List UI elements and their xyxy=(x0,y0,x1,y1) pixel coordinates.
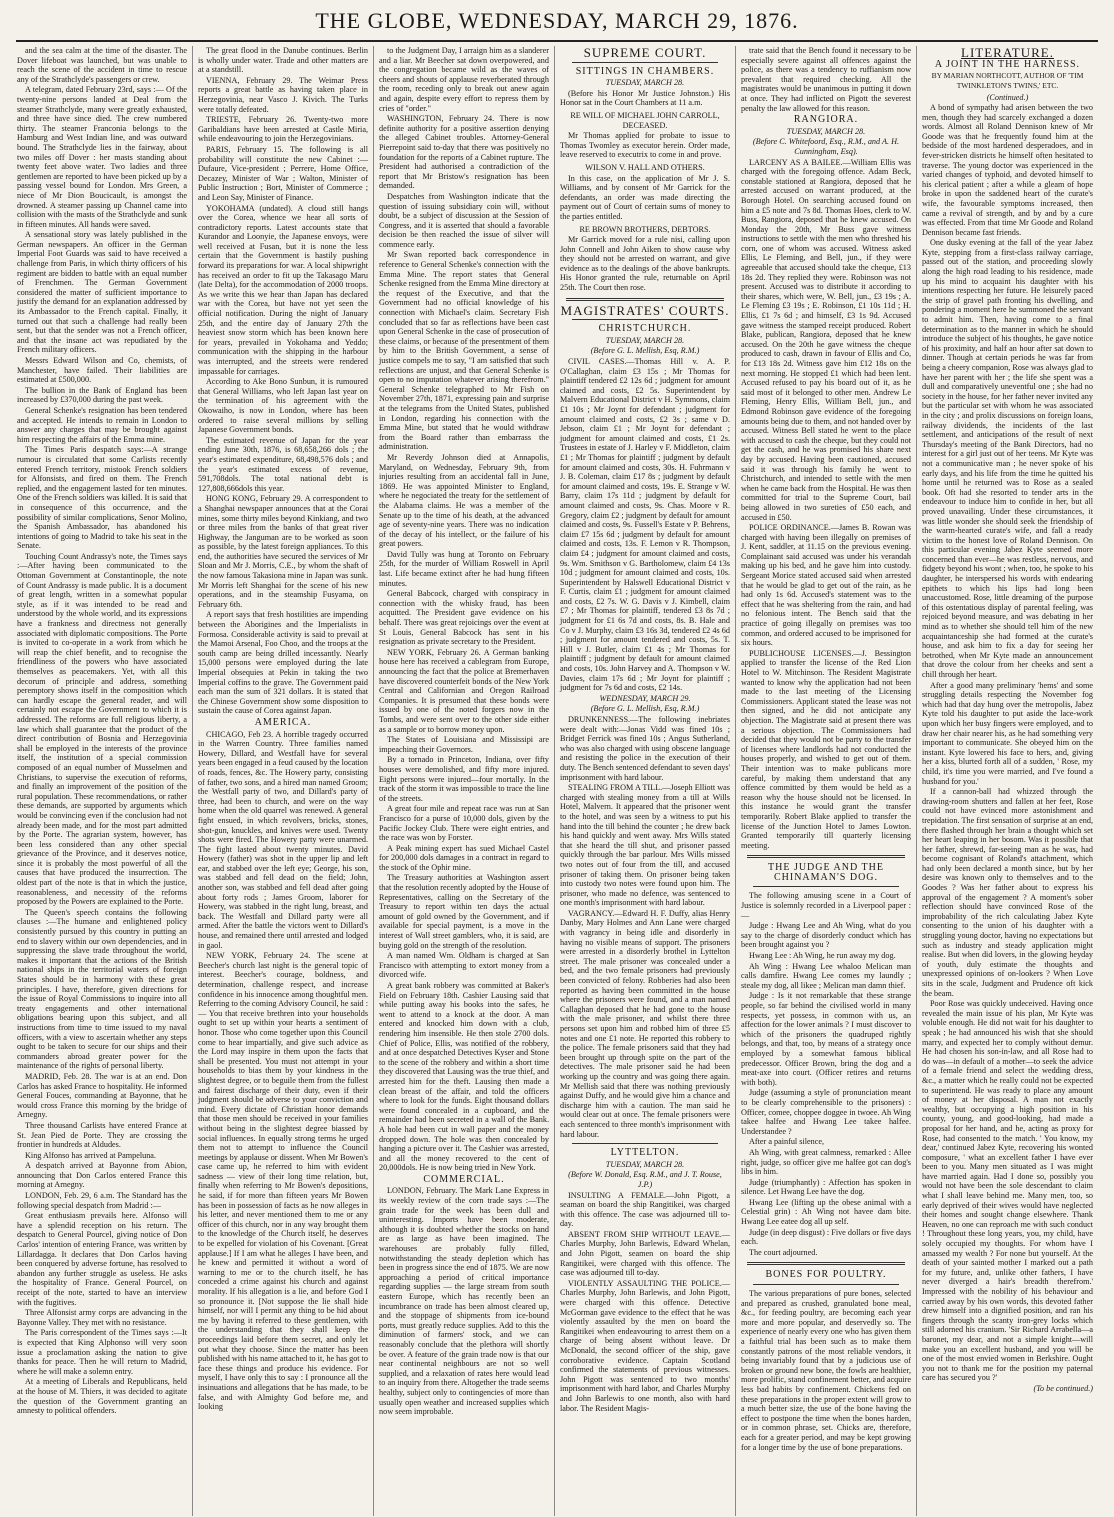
paragraph: Judge (triumphantly) : Affection has spoken in silence. Let Hwang Lee have the dog. xyxy=(741,1177,911,1197)
paragraph: HONG KONG, February 29. A correspondent to a Shanghai newspaper announces that at the Corai mines, some thirty miles beyond Kinkiang, and two or three miles from the banks of that great river Highway, the Janguman are to be worked as soon as possible, by the latest foreign appliances. To this end, the authorities have secured the services of Mr Sloan and Mr J. Morris, C.E., by whom the shaft of the now famous Takasiona mine in Japan was sunk. Mr Morris left Shanghai for the scene of his new operations, and in the steamship Fusyama, on February 6th. xyxy=(198,494,368,609)
byline: BY MARIAN NORTHCOTT, AUTHOR OF 'TIM TWINKLETON'S TWINS,' ETC. xyxy=(931,71,1084,90)
paragraph: The Queen's speech contains the following clauses :—The humane and enlightened policy consistently pursued by this country in putting an end to slavery within our own dependencies, and in suppressing the slave trade throughout the world, makes it important that the actions of the British national ships in the territorial waters of foreign States should be in harmony with these great principles. I have, therefore, given directions for the issue of Royal Commissions to inquire into all treaty engagements and other international obligations bearing upon this subject, and all instructions from time to time issued to my naval officers, with a view to ascertain whether any steps ought to be taken to secure for our ships and their commanders abroad greater power for the maintenance of the rights of personal liberty. xyxy=(17,907,187,1071)
paragraph: Hwang Lee : Ah Wing, he run away my dog. xyxy=(749,951,896,961)
paragraph: The estimated revenue of Japan for the year ending June 30th, 1876, is 68,658,266 dols ; the year's estimated expenditure, 68,498,576 dols ; and the year's estimated excess of revenue, 591,708dols. The total national debt is 127,808,666dols this year. xyxy=(198,435,368,493)
paragraph: The following amusing scene in a Court of Justice is solemnly recorded in a Liverpool paper :— xyxy=(741,891,911,920)
paragraph: Three Alfonsist army corps are advancing in the Bayonne Valley. They met with no resistance. xyxy=(17,1308,187,1327)
paragraph: The Times Paris despatch says:—A strange rumour is circulated that some Carlists recently entered French territory, mistook French soldiers for Alfonsists, and fired on them. The French replied, and the engagement lasted for ten minutes. One of the French soldiers was killed. It is said that in consequence of this occurrence, and the possibility of similar complications, Senor Molino, the Spanish Ambassador, has abandoned his intentions of going to Madrid to take his seat in the Senate. xyxy=(17,445,187,551)
paragraph: A telegram, dated February 23rd, says :— Of the twenty-nine persons landed at Deal from the steamer Strathclyde, many were greatly exhausted, and three have since died. The crew numbered thirty. The steamer Franconia belongs to the Hamburg and West Indian line, and was outward bound. The Strathclyde lies in the fairway, about two miles off Dover : her masts standing about twenty feet above water. Two ladies and three gentlemen are reported to have been picked up by a passing vessel bound for London. Mrs Green, a niece of Mr Dion Boucicault, is amongst the drowned. A steamer passing up Channel came into collision with the masts of the Strathclyde and sunk in fifteen minutes. All hands were saved. xyxy=(17,85,187,229)
paragraph: The various preparations of pure bones, selected and prepared as crushed, granulated bone meal, &c., for feeding poultry, are becoming each year more and more popular, and deservedly so. The experience of nearly every one who has given them a faithful trial has been such as to make them constantly patrons of the most reliable vendors, it being invariably found that by a judicious use of broken or ground new bone, the fowls are healthier, more prolific, stand confinement better, and acquire less bad habits by confinement. Chickens fed on these preparations in the proper extent will grow to a much better size, the use of the bone having the effect to postpone the time when the bones harden, or in common phrase, set. Chicks are, therefore, each for a greater period, and may be kept growing for a longer time by the use of bone preparations. xyxy=(741,1289,911,1452)
paragraph: Hwang Lee (lifting up the obese animal with a Celestial grin) : Ah Wing not havee dam bite. Hwang Lee eatee dog all up self. xyxy=(741,1197,911,1227)
paragraph: Judge (assuming a style of pronunciation meant to be clearly comprehensible to the prisoners) : Officer, comee, choppee doggee in twoee. Ah Wing takee halfee and Hwang Lee takee halfee. Understandee ? xyxy=(741,1088,911,1136)
paragraph: After a painful silence, xyxy=(749,1137,825,1147)
paragraph: Mr Swan reported back correspondence in reference to General Schenke's connection with the Emma Mine. The report states that General Schenke resigned from the Emma Mine directory at the request of the Executive, and that the Government had no official knowledge of his connection with Michael's claim. Secretary Fish concluded that so far as reflections have been cast upon General Schenke in the case of prosecution of these claims, or because of the presentment of them by him to the British Government, a sense of justice compels me to say, "I am satisfied that such reflections are unjust, and that General Schenke is open to no imputation whatever arising therefrom." General Schenke telegraphed to Mr Fish on November 27th, 1871, expressing pain and surprise at the telegrams from the United States, published in London, regarding his connection with the Emma Mine, but stated that he would withdraw from the Board rather than embarrass the administration. xyxy=(379,250,549,452)
paragraph: The court adjourned. xyxy=(749,1247,818,1257)
paragraph: (Before his Honor Mr Justice Johnston.) His Honor sat in the Court Chambers at 11 a.m. xyxy=(560,88,730,108)
continued-note: (Continued.) xyxy=(986,93,1029,103)
paragraph: Poor Rose was quickly undeceived. Having once revealed the main issue of his plan, Mr Kyte was voluble enough. He did not wait for his daughter to speak ; he had announced his wish that she should marry, and expected her to comply without demur. He had chosen his son-in-law, and all Rose had to do was—in default of a mother—to seek the advice of a female friend and select the wedding dress, &c., a matter which he really could not be expected to superintend. He was ready to place any amount of money at her disposal. A man not exactly wealthy, but occupying a high position in his county, young, and good-looking, had made a proposal for her hand, and he, acting as proxy for Rose, had consented to the match. ' You know, my dear,' continued Jabez Kyte, recovering his wonted composure, ' what an excellent father I have ever been to you. Many men situated as I was might have married again. Had I done so, possibly you would not have been the sole descendant to claim what I shall leave behind me. Many men, too, so early deprived of their wives would have neglected their homes and sought change elsewhere. Thank Heaven, no one can reproach me with such conduct ! Throughout these long years, you, my child, have solely occupied my thoughts. For whom have I amassed my wealth ? For none but yourself. At the death of your sainted mother I marked out a path for my future, and, unlike other fathers, I have never diverged a hair's breadth therefrom.' Impressed with the nobility of his behaviour and carried away by his own words, this devoted father drew himself into a dignified position, and ran his fingers through the scanty iron-grey locks which still adorned his cranium. 'Sir Richard Arrabella—a baronet, my dear, and not a simple knight—will make you an excellent husband, and you will be one of the most envied women in Berkshire. Ought you not to thank me for the position my paternal care has secured you ?' xyxy=(922,999,1093,1383)
paragraph: General Schenke's resignation has been tendered and accepted. He intends to remain in London to answer any charges that may be brought against him respecting the affairs of the Emma mine. xyxy=(17,405,187,444)
paragraph: Despatches from Washington indicate that the question of issuing subsidiary coin will, without doubt, be a subject of discussion at the Session of Congress, and it is asserted that should a favorable decision be then reached the issue of silver will commence early. xyxy=(379,191,549,249)
paragraph: A great four mile and repeat race was run at San Francisco for a purse of 10,000 dols, given by the Pacific Jockey Club. There were eight entries, and the race was won by Forster. xyxy=(379,804,549,843)
to-be-continued: (To be continued.) xyxy=(1033,1383,1093,1393)
paragraph: By a tornado in Princeton, Indiana, over fifty houses were demolished, and fifty more injured. Eight persons were injured—four mortally. In the track of the storm it was impossible to trace the line of the streets. xyxy=(379,755,549,803)
columns xyxy=(12,46,1102,1516)
sittings-heading: SITTINGS IN CHAMBERS. xyxy=(575,65,715,77)
before-line: (Before W. Donald, Esq. R.M., and J. T. Rouse, J.P.) xyxy=(568,1170,722,1189)
paragraph: Judge (in deep disgust) : Five dollars or five days each. xyxy=(741,1227,911,1247)
paragraph: TRIESTE, February 26. Twenty-two more Garibaldians have been arrested at Castle Miria, while endeavouring to join the Herzegovinians. xyxy=(198,115,368,144)
section-heading: COMMERCIAL. xyxy=(423,1173,505,1185)
paragraph: Messrs Edward Wilson and Co, chemists, of Manchester, have failed. Their liabilities are estimated at £500,000. xyxy=(17,356,187,385)
before-line: (Before G. L. Mellish, Esq, R.M.) xyxy=(590,346,700,356)
lyttelton-heading: LYTTELTON. xyxy=(610,1147,680,1159)
paragraph: The Paris correspondent of the Times says :—It is expected that King Alphonso will very soon issue a proclamation asking the nation to give thanks for peace. Then he will return to Madrid, where he will make a solemn entry. xyxy=(17,1328,187,1376)
paragraph: David Tully was hung at Toronto on February 25th, for the murder of William Roswell in April last. Life became extinct after he had hung fifteen minutes. xyxy=(379,549,549,588)
paragraph: WASHINGTON, February 24. There is now definite authority for a positive assertion denying the alleged Cabinet troubles. Attorney-General Pierrepoint said to-day that there was positively no foundation for the reports of a Cabinet rupture. The President had authorised a contradiction of the report that Mr Bristow's resignation has been demanded. xyxy=(379,114,549,191)
paragraph: PUBLICHOUSE LICENSES.—J. Bessington applied to transfer the license of the Red Lion Hotel to W. Mitchinson. The Resident Magistrate wanted to know why the application had not been made to the last meeting of the Licensing Commissioners. Applicant stated the lease was not then signed, and he did not anticipate any objection. The Magistrate said at present there was a serious objection. The Commissioners had decided that they would not be party to the transfer of licenses where landlords had not conducted the houses properly, and wished to get out of them. Their intention was to make publicans more careful, by making them understand that any offence committed by them would be held as a reason why the house should not be licensed. In this instance he would grant the transfer temporarily. Robert Blake applied to transfer the license of the Junction Hotel to James Lowton. Granted temporarily till quarterly licensing meeting. xyxy=(741,648,911,850)
masthead: THE GLOBE, WEDNESDAY, MARCH 29, 1876. xyxy=(16,8,1098,42)
paragraph: trate said that the Bench found it necessary to be especially severe against all offences against the police, as there was a tendency to ruffianism now prevalent that required checking. All the magistrates would be unanimous in putting it down at once. They had inflicted on Pigott the severest penalty the law allowed for this reason. xyxy=(741,46,911,113)
paragraph: LONDON, Feb. 29, 6 a.m. The Standard has the following special despatch from Madrid :— xyxy=(17,1191,187,1210)
paragraph: The States of Louisiana and Mississipi are impeaching their Governors. xyxy=(379,735,549,754)
paragraph: NEW YORK, February 26. A German banking house here has received a cablegram from Europe, announcing the fact that the police at Bremerhaven have discovered counterfeit bonds of the New York Central and Californian and Oregon Railroad Companies. It is presumed that these bonds were issued by one of the noted forgers now in the Tombs, and were sent over to the other side either as a sample or to borrow money upon. xyxy=(379,647,549,734)
section-heading: AMERICA. xyxy=(254,716,312,728)
paragraph: POLICE ORDINANCE.—James B. Rowan was charged with having been illegally on premises of J. Kent, saddler, at 11.15 on the previous evening. Complainant said accused was under his verandah making up his bed, and he gave him into custody. Sergeant Morice stated accused said when arrested that he would be glad to get out of the rain, as he had only 1s 6d. Accused's statement was to the effect that he was sheltering from the rain, and had no felonious intent. The Bench said that the practice of going illegally on premises was too common, and ordered accused to be imprisoned for six hours. xyxy=(741,523,911,648)
paragraph: Three thousand Carlists have entered France at St. Jean Pied de Porte. They are crossing the frontier in hundreds at Aldudes. xyxy=(17,1120,187,1150)
paragraph: A Peak mining expert has sued Michael Castel for 200,000 dols damages in a contract in regard to the stock of the Ophir mine. xyxy=(379,843,549,872)
paragraph: A despatch arrived at Bayonne from Abion, announcing that Don Carlos entered France this morning at Arnegny. xyxy=(17,1161,187,1190)
paragraph: According to Ake Bono Sunbun, it is rumoured that General Williams, who left Japan last year on the termination of his agreement with the Okowaiho, is now in London, where has been ordered to raise several millions by selling Japanese Government bonds. xyxy=(198,377,368,435)
paragraph: and the sea calm at the time of the disaster. The Dover lifeboat was launched, but was unable to reach the scene of the accident in time to rescue any of the Strathclyde's passengers or crew. xyxy=(17,46,187,84)
before-line: (Before G. L. Mellish, Esq, R.M.) xyxy=(590,704,700,714)
case-heading: RE BROWN BROTHERS, DEBTORS. xyxy=(579,224,711,234)
paragraph: King Alfonso has arrived at Pampeluna. xyxy=(25,1150,156,1160)
judge-chinaman-heading: THE JUDGE AND THE CHINAMAN'S DOG. xyxy=(768,862,884,883)
paragraph: LONDON, February. The Mark Lane Express in its weekly review of the corn trade says :—The grain trade for the week has been dull and uninteresting. Imports have been moderate, although it is doubted whether the stocks on hand are as large as have been imagined. The warehouses are probably fully filled, notwithstanding the steady depletion which has been in progress since the end of 1875. We are now approaching a period of critical importance regarding supplies — the large stream from south eastern Europe, which has recently been an incumbrance on trade has been almost cleared up, and the stoppage of shipments from ice-bound ports, must greatly reduce supplies. Add to this the diminution of farmers' stock, and we can reasonably conclude that the plethora will shortly be over. A feature of the grain trade now is that our near continental neighbours are not so well supplied, and a relaxation of rates here would lead to an inquiry from there. Altogether the trade seems healthy, subject only to contingencies of more than usually open weather and increased supplies which now seem improbable. xyxy=(379,1186,549,1417)
paragraph: Ah Wing : Hwang Lee whaloo Melican man calls damfire. Hwang Lee comes my laundly ; steale my dog, all likee ; Melican man damn thief. xyxy=(741,961,911,990)
supreme-court-heading: SUPREME COURT. xyxy=(583,46,707,60)
paragraph: After a good many preliminary 'hems' and some struggling details respecting the November fog which had that day hung over the metropolis, Jabez Kyte told his daughter to put aside the lace-work upon which her busy fingers were employed, and to draw her chair nearer his, as he had something very important to communicate. She obeyed him on the instant. Kyte lowered his face to hers, and, giving her a kiss, blurted forth all of a sudden, ' Rose, my child, it's time you were married, and I've found a husband for you.' xyxy=(922,680,1093,786)
dateline: TUESDAY, MARCH 28. xyxy=(786,126,866,136)
dateline: TUESDAY, MARCH 28. xyxy=(605,335,685,345)
paragraph: At a meeting of Liberals and Republicans, held at the house of M. Thiers, it was decided to agitate the question of the Government granting an amnesty to political offenders. xyxy=(17,1377,187,1416)
column-1 xyxy=(12,46,193,1516)
paragraph: A sensational story was lately published in the German newspapers. An officer in the German Imperial Foot Guards was said to have received a challenge from Paris, in which thirty officers of his regiment are bidden to battle with an equal number of Frenchmen. The German Government considered the matter of sufficient importance to justify the demand for an explanation addressed by its Ambassador to the French capital. Finally, it turned out that such a challenge had really been sent, but that the sender was not a French officer, and that the insane act was repudiated by the French military officers. xyxy=(17,230,187,355)
paragraph: VIOLENTLY ASSAULTING THE POLICE.—Charles Murphy, John Barlewis, and John Pigott, were charged with this offence. Detective McGorman gave evidence to the effect that he was violently assaulted by the men on board the Rangitikei when endeavouring to arrest them on a charge of being absent without leave. Dr McDonald, the second officer of the ship, gave corroborative evidence. Captain Scotland confirmed the statements of previous witnesses. John Pigott was sentenced to two months' imprisonment with hard labor, and Charles Murphy and John Barlewis to one month, also with hard labor. The Resident Magis- xyxy=(560,1278,730,1413)
dateline: TUESDAY, MARCH 28. xyxy=(605,78,685,88)
paragraph: Ah Wing, with great calmness, remarked : Allee right, judge, so officer give me halfee got can dog's libs in him. xyxy=(741,1147,911,1177)
paragraph: A man named Wm. Oldham is charged at San Francisco with attempting to extort money from a divorced wife. xyxy=(379,951,549,980)
christchurch-heading: CHRISTCHURCH. xyxy=(598,323,692,335)
paragraph: The great flood in the Danube continues. Berlin is wholly under water. Trade and other matters are at a standstill. xyxy=(198,46,368,75)
paragraph: VIENNA, February 29. The Weimar Press reports a great battle as having taken place in Herzegovinia, near Vasco J. Kivich. The Turks were totally defeated. xyxy=(198,75,368,114)
dateline: TUESDAY, MARCH 28. xyxy=(605,1159,685,1169)
paragraph: Mr Thomas applied for probate to issue to Thomas Twomley as executor herein. Order made, leave reserved to executrix to come in and prove. xyxy=(560,131,730,160)
magistrates-courts-heading: MAGISTRATES' COURTS. xyxy=(560,302,730,318)
paragraph: A report says that fresh hostilities are impending between the Aborigines and the Imperialists in Formosa. Considerable activity is said to prevail at the Mamoi Arsenal, Foo Choo, and the troops at the south camp are being drilled incessantly. Nearly 15,000 persons were employed during the late Imperial obsequies at Pekin in taking the two Imperial coffins to the grave. The Government paid each man the sum of 321 dollars. It is stated that the Chinese Government show some disposition to sustain the cause of Corea against Japan. xyxy=(198,610,368,716)
paragraph: A bond of sympathy had arisen between the two men, though they had scarcely exchanged a dozen words. Almost all Roland Dennison knew of Mr Goode was that he frequently found him at the bedside of the most hardened desperadoes, and in fever-stricken districts he himself often hesitated to traverse. The young doctor was experienced in the varied changes of typhoid, and devoted himself to his clerical patient ; after a while a gleam of hope broke in upon the saddened heart of the curate's wife, the favourable symptoms increased, then came a revival of strength, and by and by a cure was effected. From that time Mr Goode and Roland Dennison became fast friends. xyxy=(922,102,1093,237)
paragraph: One dusky evening at the fall of the year Jabez Kyte, stepping from a first-class railway carriage, passed out of the station, and proceeding slowly along the high road leading to his residence, made up his mind to acquaint his daughter with his intentions respecting her future. He leisurely paced the strip of gravel path fronting his dwelling, and pondering a moment here he summoned the servant to admit him. Then, having come to a final determination as to the manner in which he should introduce the subject of his thoughts, he gave notice of his proximity, and half an hour after sat down to dinner. Though at certain periods he was far from being a cheery companion, Rose was always glad to have her parent with her ; the life she spent was a dull and comparatively uneventful one ; she had no society in the house, for her father never invited any but the particular set with whom he was associated in the city ; and prolix discussions on foreign loans, railway dividends, the incidents of the last settlement, and anticipations of the result of next Thursday's meeting of the Bank Directors, had no interest for a girl just out of her teens. Mr Kyte was not a communicative man ; he never spoke of his early days, and his life from the time he quitted his home until he returned was to Rose as a sealed book. Oft had she resorted to tender arts in the endeavour to induce him to confide in her, but all proved unavailing. Under these circumstances, it was little wonder she should seek the friendship of the warm-hearted curate's wife, and fall a ready victim to the honest love of Roland Dennison. On this particular evening Jabez Kyte seemed more concerned than ever—he was restless, nervous, and fidgety beyond his wont ; when, too, he spoke to his daughter, he interspersed his words with endearing epithets to which his lips had long been unaccustomed. Rose, little dreaming of the purpose of this ostentatious display of parental feeling, was rejoiced beyond measure, and was debating in her mind as to whether she should tell him of the new acquaintanceship she had formed at the curate's house, and ask him to fix a day for seeing her betrothed, when Mr Kyte made an announcement that drove the colour from her cheeks and sent a chill through her heart. xyxy=(922,238,1094,679)
paragraph: YOKOHAMA (undated). A cloud still hangs over the Corea, whence we hear all sorts of contradictory reports. Latest accounts state that Kurandor and Loonyie, the Japanese envoys, were well received at Fusan, but it is none the less certain that the Government is hastily pushing forward its preparations for war. A local shipwright has received an order to fit up the Takasago Maru (late Delta), for the accommodation of 2000 troops. As we write this we hear than Japan has declared war with the Corea, but have not yet seen the official notification. During the night of January 25th, and the entire day of January 27th the heaviest snow storm which has been known here for years, prevailed in Yokohama and Yeddo; communication with the shipping in the harbour was interrupted, and the streets were rendered impassable for carriages. xyxy=(198,203,368,376)
paragraph: PARIS, February 15. The following is all probability will constitute the new Cabinet :—Dufaure, Vice-president ; Perrere, Home Office, Decazey, Minister of War ; Walton, Minister of Public Instruction ; Bort, Minister of Commerce ; and Leon Say, Minister of Finance. xyxy=(198,144,368,202)
column-3 xyxy=(374,46,555,1516)
literature-heading: LITERATURE. xyxy=(961,46,1054,60)
dateline: WEDNESDAY, MARCH 29. xyxy=(599,693,691,703)
column-6 xyxy=(917,46,1098,1516)
paragraph: The Treasury authorities at Washington assert that the resolution recently adopted by the House of Representatives, calling on the Secretary of the Treasury to report within ten days the actual amount of gold owned by the Government, and if available for special payment, is a move in the interest of Wall street gamblers, who, it is said, are buying gold on the strength of the resolution. xyxy=(379,873,549,950)
case-heading: WILSON V. HALL AND OTHERS. xyxy=(585,162,705,172)
paragraph: VAGRANCY.—Edward H. F. Duffy, alias Henry Danby, Mary Holmes and Ann Lane were charged with vagrancy in being idle and disorderly in having no visible means of support. The prisoners were arrested in a disorderly brothel in Lyttelton street. The male prisoner was concealed under a bed, and the two female prisoners had previously been convicted of felony. Robberies had also been reported as having been committed in the house where the prisoners were found, and a man named Callaghan deposed that he had gone to the house with the male prisoner, and whilst there three persons set upon him and robbed him of three £5 notes and one £1 note. He reported this robbery to the police. The female prisoners said that they had been brought up through spite on the part of the detectives. The male prisoner said he had been working up the country and was going there again. Mr Mellish said that there was nothing previously against Duffy, and he would give him a chance and discharge him with a caution. The man said he would clear out at once. The female prisoners were each sentenced to three month's imprisonment with hard labour. xyxy=(560,908,730,1139)
paragraph: A great bank robbery was committed at Baker's Field on February 18th. Cashier Lausing said that while putting away his books into the safes, he went to attend to a knock at the door. A man entered and knocked him down with a club, rendering him insensible. He then stole 2700 dols. Chief of Police, Ellis, was notified of the robbery, and at once despatched Detectives Kyser and Stone to the scene of the robbery and within a short time they discovered that Lausing was the true thief, and arrested him for the theft. Lausing then made a clean breast of the affair, and told the officers where to look for the funds. Eight thousand dollars were found concealed in a cupboard, and the remainder had been secreted in a wall of the Bank. A hole had been cut in wall paper and the money dropped down. The hole was then concealed by hanging a picture over it. The Cashier was arrested, and all the money recovered to the cent of 20,000dols. He is now being tried in New York. xyxy=(379,981,549,1173)
paragraph: INSULTING A FEMALE.—John Pigott, a seaman on board the ship Rangitikei, was charged with this offence. The case was adjourned till to-day. xyxy=(560,1190,730,1229)
paragraph: to the Judgment Day, I arraign him as a slanderer and a liar. Mr Beecher sat down overpowered, and the congregation became wild as the waves of cheers and shouts of applause reverberated through the room, receding only to break out anew again and again, despite every effort to repress them by cries of "order." xyxy=(379,46,549,113)
paragraph: DRUNKENNESS.—The following inebriates were dealt with:—Jonas Vidd was fined 10s ; Bridget Ferrick was fined 10s ; Angus Sutherland, who was also charged with using obscene language and resisting the police in the execution of their duty. The Bench sentenced defendant to seven days' imprisonment with hard labour. xyxy=(560,715,730,782)
story-title: A JOINT IN THE HARNESS. xyxy=(934,58,1081,70)
paragraph: In this case, on the application of Mr J. S. Williams, and by consent of Mr Garrick for the defendants, an order was made directing the payment out of Court of certain sums of money to the parties entitled. xyxy=(560,173,730,221)
paragraph: Judge : Hwang Lee and Ah Wing, what do you say to the charge of disorderly conduct which has been brought against you ? xyxy=(741,921,911,950)
paragraph: Judge : Is it not remarkable that these strange people, so far behind the civilised world in many respects, yet possess, in common with us, an affection for the lower animals ? I must discover to which of the prisoners the quadruped rightly belongs, and that, too, by means of a strategy once employed by a somewhat famous biblical predecessor. Officer Brown, bring the dog and a meat-axe into court. (Officer retires and returns with both). xyxy=(741,991,911,1087)
paragraph: NEW YORK, February 24. The scene at Beecher's church last night is the general topic of interest. Beecher's courage, boldness, and determination, challenge respect, and increase confidence in his innocence among thoughtful men. Referring to the coming Advisory Council, he said :— You that receive brethren into your households ought to set up within your hearts a sentiment of honor. Those who come together upon this Council come to hear impartially, and give such advice as the Lord may inspire in them upon the facts that shall be presented. You must not attempt in your households to bias them by your kindness in the slightest degree, or to beguile them from the fullest and fairest discharge of their duty, even if their judgment should be adverse to your conviction and mind. Every dictate of Christian honor demands that those men should be received in your families without being in the slightest degree biassed by social influences. In equally strong terms he urged them not to attempt to influence the Council meetings by applause or dissent. When Mr Bowen's case came up, he referred to him with evident sadness — view of their long time relation, but, finally when referring to Mr Bowen's depositions, he said, if for more than fifteen years Mr Bowen has been in possession of facts as he now alleges in his letter, and never mentioned them to me or any officer of this church, nor in any way brought them to the knowledge of the Church itself, he deserves to be expelled for violation of his Covenant. [Great applause.] If I am what he alleges I have been, and he knew and permitted it without a word of warning to me or to the church itself, he has conceded a crime against his church and against morality. If his allegation is a lie, and before God I so pronounce it. [Not suppose the lie shall hide himself, nor will I permit any thing to be hid about me by having it referred to these gentlemen, with the understanding that they shall keep the proceedings laid before them secret, and only let out what they choose. Since the matter has been published with his name attached to it, he has got to face these things and produce his evidence. For myself, I have only this to say : I pronounce all the insinuations and allegations that he has made, to be false, and with Almighty God before me, and looking xyxy=(198,951,368,1412)
paragraph: If a cannon-ball had whizzed through the drawing-room shutters and fallen at her feet, Rose could not have evinced more astonishment and trepidation. The first sensation of surprise at an end, there flashed through her brain a thought which set her heart leaping in her bosom. Was it possible that her father, shrewd, far-seeing man as he was, had become cognisant of Roland's attachment, which had only been declared a month since, but by her desire was known only to themselves and to the Goodes ? Was her father about to express his approval of the engagement ? A moment's sober reflection should have convinced Rose of the improbability of the rich calculating Jabez Kyte consenting to the union of his daughter with a struggling young doctor, having no expectations but such as industry and steady application might realise. But when did lovers, in the glowing heyday of youth, duly estimate the thoughts and unexpressed opinions of on-lookers ? When Love sits in the scale, Judgment and Prudence oft kick the beam. xyxy=(922,787,1093,998)
before-line: (Before C. Whitefoord, Esq., R.M., and A. H. Cunningham, Esq). xyxy=(752,137,900,156)
paragraph: LARCENY AS A BAILEE.—William Ellis was charged with the foregoing offence. Adam Beck, constable stationed at Rangiora, deposed that he arrested accused on warrant produced, at the Borough Hotel. On searching accused found on him a £5 note and 7s 8d. Thomas Hoes, clerk to W. Buss, Rangiora, deposed that he knew accused. On Monday the 20th, Mr Buss gave witness instructions to settle with the men who threshed his corn, one of whom was accused. Witness asked Ellis, Le Fleming, and Bell, jun., if they were agreeable that accused should take the cheque, £13 18s 2d. They replied they were. Robinson was not present. Accused was to distribute it according to their shares, which were, W. Bell, jun., £3 19s ; A. Le Fleming £3 19s ; E. Robinson, £1 10s 11d ; H. Ellis, £1 7s 6d ; and himself, £3 1s 9d. Accused gave witness the stamped receipt produced. Robert Blake, publican, Rangiora, deposed that he knew accused. On the 20th he gave witness the cheque produced to cash, drawn in favour of Ellis and Co, for £13 18s 2d. Witness gave him £12 18s on the next morning. He stopped £1 which had been lent. Accused refused to pay his board out of it, as he said most of it belonged to other men. Andrew Le Fleming, Henry Ellis, William Bell, jun., and Edmond Robinson gave evidence of the foregoing amounts being due to them, and not handed over by accused. Witness Bell stated he went to the place with accused to cash the cheque, but they could not get the cash, and he was promised his share next day by accused. Having been cautioned, accused said it was through his family he went to Christchurch, and intended to settle with the men when he came back from the Hospital. He was then committed for trial to the Supreme Court, bail being allowed in two sureties of £50 each, and accused in £50. xyxy=(741,157,911,522)
paragraph: MADRID, Feb. 28. The war is at an end. Don Carlos has asked France to hospitality. He informed General Fouces, commanding at Bayonne, that he would cross France this morning by the bridge of Arnegny. xyxy=(17,1071,187,1120)
case-heading: RE WILL OF MICHAEL JOHN CARROLL, DECEASED. xyxy=(570,110,720,130)
bones-poultry-heading: BONES FOR POULTRY. xyxy=(765,1269,887,1281)
paragraph: Touching Count Andrassy's note, the Times says :—After having been communicated to the Ottoman Government at Constantinople, the note of Count Andrassy is made public. It is a document of great length, written in a somewhat popular style, as if it was intended to be read and understood by the whole world, and its expressions have a frankness and directness not generally associated with diplomatic compositions. The Porte is invited to co-operate in a work from which he will reap the chief benefit, and to recognise the friendliness of the powers who have associated themselves as peacemakers. Yet, with all this decorum of principle and address, something peremptory shows itself in the composition which can hardly escape the general reader, and will certainly not escape the Government to which it is addressed. The reforms are full religious liberty, a law which shall guarantee that the product of the direct contribution of Bosnia and Herzegovinia shall be employed in the interests of the province itself, the institution of a special commission composed of an equal number of Musselmen and Christians, to supervise the execution of reforms, and finally an improvement of the position of the rural population. These recommendations, or rather these demands, are supported by arguments which would be convincing even if the conclusion had not already been made, and for the most part admitted by the Porte. The agrarian system, however, has been less considered than any other special grievance of the Province, and it deserves notice, since it is probably the most powerful of all the causes that have produced the insurrection. The oldest part of the note is that in which the justice, reasonableness, and necessity of the reforms proposed by the Powers are explained to the Porte. xyxy=(17,551,187,907)
paragraph: Mr Reverdy Johnson died at Annapolis, Maryland, on Wednesday, February 9th, from injuries resulting from an accidental fall in June, 1869. He was appointed Minister to England, where he negociated the treaty for the settlement of the Alabama claims. He was a member of the Senate up to the time of his death, at the advanced age of seventy-nine years. There was no indication of the decay of his intellect, or the failure of his great powers. xyxy=(379,452,549,549)
paragraph: The bullion in the Bank of England has been increased by £370,000 during the past week. xyxy=(17,385,187,405)
paragraph: General Babcock, charged with conspiracy in connection with the whisky fraud, has been acquitted. The President gave evidence on his behalf. There was great rejoicings over the event at St Louis, General Babcock has sent in his resignation as private secretary to the President. xyxy=(379,589,549,647)
paragraph: CIVIL CASES.—Thomas Hill v. A. P. O'Callaghan, claim £3 15s ; Mr Thomas for plaintiff tendered £2 12s 6d ; judgment for amount claimed and costs, £2 5s. Superintendent by Malvern Educational District v H. Symmons, claim £1 10s ; Mr Joynt for defendant ; judgment for amount claimed and costs, £2 3s ; same v D. Jebson, claim £1 ; Mr Joynt for defendant ; judgment for amount claimed and costs, £1 2s. Trustees in estate of J. Harley v F. Middleton, claim £1 ; Mr Thomas for plaintiff ; judgment by default for amount claimed and costs, 30s. H. Fuhrmann v J. B. Coleman, claim £17 8s ; judgment by default for amount claimed and costs, 19s. E. Strange v W. Barry, claim 17s 11d ; judgment by default for amount claimed and costs, 9s. Chas. Moore v R. Gregory, claim £2 ; judgment by default for amount claimed and costs, 9s. Fussell's Estate v P. Behrens, claim £7 15s 6d ; judgment by default for amount claimed and costs, 13s. F. Lemon v R. Thompson, claim £4 ; judgment for amount claimed and costs, 9s. Wm. Smithson v G. Bartholomew, claim £4 13s 10d ; judgment for amount claimed and costs, 10s. Superintendent by Halswell Educational District v F. Curtis, claim £1 ; judgment for amount claimed and costs, £2 7s. W. G. Davis v J. Kimbell, claim £7 ; Mr Thomas for plaintiff, tendered £3 8s 7d ; judgment for £1 6s 7d and costs, 8s. B. Hale and Co v J. Murphy, claim £3 16s 3d, tendered £2 4s 6d ; judgment for amount tendered and costs, 5s. T. Hill v J. Butler, claim £1 4s ; Mr Thomas for plaintiff ; judgment by default for amount claimed and costs, 10s. John Harvey and A. Thompson v W. Davies, claim 17s 6d ; Mr Joynt for plaintiff ; judgment for 7s 6d and costs, £2 14s. xyxy=(560,357,730,693)
column-4 xyxy=(555,46,736,1516)
column-5 xyxy=(736,46,917,1516)
paragraph: Mr Garrick moved for a rule nisi, calling upon John Connell and John Aiken to show cause why they should not be arrested on warrant, and give evidence as to the dealings of the above bankrupts. His Honor granted the rule, returnable on April 25th. The Court then rose. xyxy=(560,235,730,293)
paragraph: CHICAGO, Feb 23. A horrible tragedy occurred in the Warren Country. Three families named Howery, Dillard, and Westfall have for several years been engaged in a feud caused by the location of roads, fences, &c. The Howery party, consisting of father, two sons, and a hired man named Groom; the Westfall party of two, and Dillard's party of three, had been to church, and were on the way home when the old quarrel was renewed. A general fight ensued, in which revolvers, bricks, stones, shot-gun, knuckles, and knives were used. Twenty shots were fired. The Howery party were unarmed. The fight lasted about twenty minutes. David Howery (father) was shot in the upper lip and left ear, and stabbed over the left eye; George, his son, was stabbed and fell dead on the field; John, another son, was stabbed and fell dead after going about forty rods ; James Groom, laborer for Howery, was stabbed in the right lung, breast, and back. The Westfall and Dillard party were all armed. After the battle the victors went to Dillard's house, and remained there until arrested and lodged in gaol. xyxy=(198,729,368,950)
rangiora-heading: RANGIORA. xyxy=(793,114,859,126)
paragraph: Great enthusiasm prevails here. Alfonso will have a splendid reception on his return. The despatch to General Pourcel, giving notice of Don Carlos' intention of entering France, was written by Lillardagga. It declares that Don Carlos having been conquered by adverse fortune, has resolved to abandon any further struggle as useless. He asks the hospitality of France. General Pourcel, on receipt of the note, started to have an interview with the fugitives. xyxy=(17,1211,187,1307)
paragraph: STEALING FROM A TILL.—Joseph Elliott was charged with stealing money from a till at Wills Hotel, Malvern. It appeared that the prisoner went to the hotel, and was seen by a witness to put his hand into the till behind the counter ; he drew back his hand quickly and went away. Mrs Wills stated that she heard the till shut, and prisoner passed quickly through the bar parlour. Mrs Wills missed two notes out of four from the till, and accused prisoner of taking them. On prisoner being taken into custody two notes were found upon him. The prisoner, who made no defence, was sentenced to one month's imprisonment with hard labour. xyxy=(560,783,730,908)
paragraph: ABSENT FROM SHIP WITHOUT LEAVE.—Charles Murphy, John Barlewis, Edward Whelan, and John Pigott, seamen on board the ship Rangitikei, were charged with this offence. The case was adjourned till to-day. xyxy=(560,1229,730,1278)
column-2 xyxy=(193,46,374,1516)
